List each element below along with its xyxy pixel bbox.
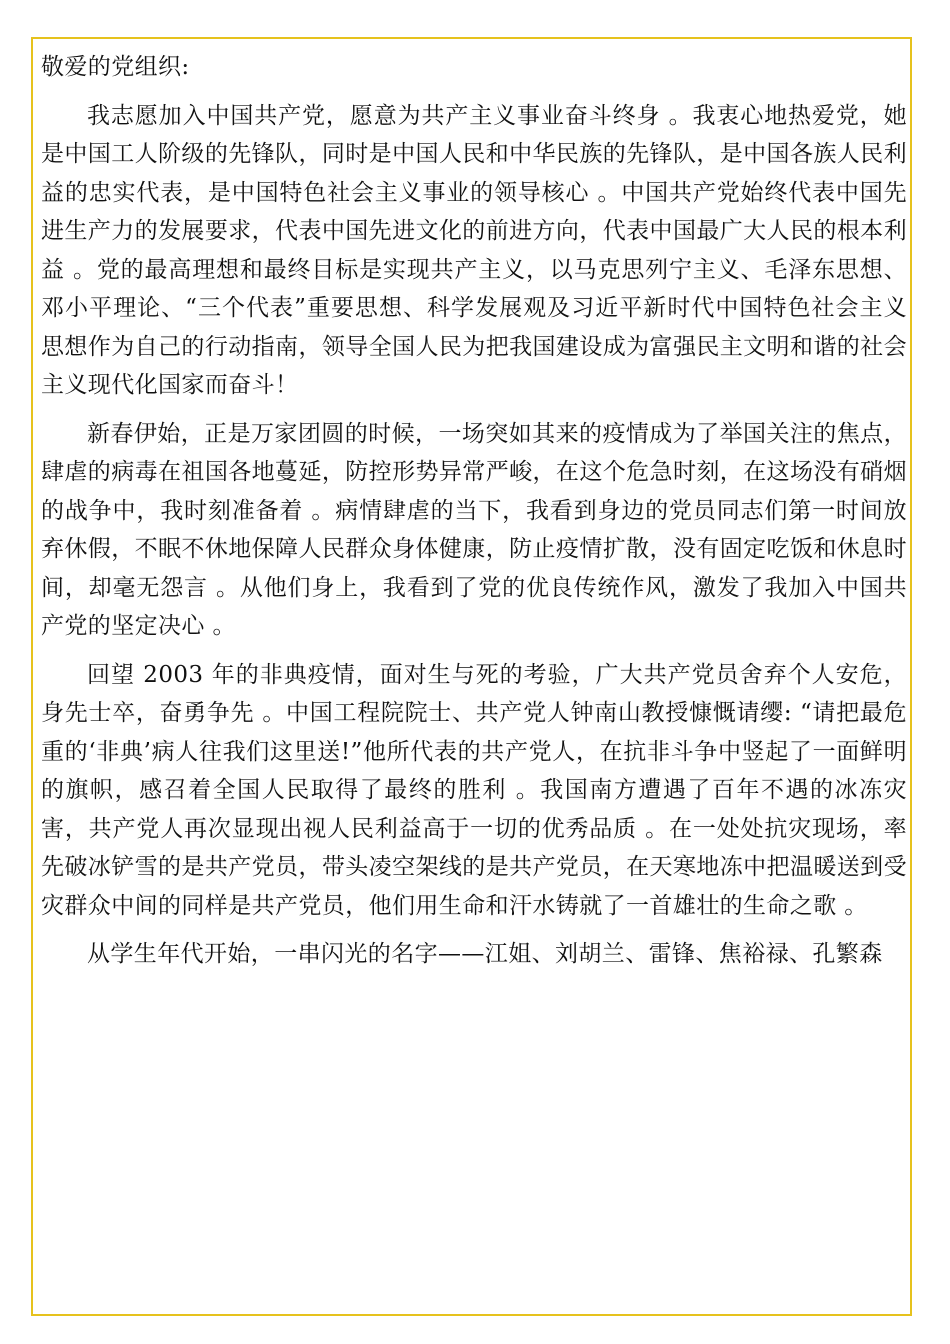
document-body bbox=[41, 48, 907, 984]
paragraph-3: 回望 2003 年的非典疫情，面对生与死的考验，广大共产党员舍弃个人安危，身先士卒，奋勇争先 。中国工程院院士、共产党人钟南山教授慷慨请缨: “请把最危重的‘非典’病人往我们这里送!”他所代表的共产党人，在抗非斗争中竖起了一面鲜明的旗帜，感召着全国人民取得了最终的胜利 。我国南方遭遇了百年不遇的冰冻灾害，共产党人再次显现出视人民利益高于一切的优秀品质 。在一处处抗灾现场，率先破冰铲雪的是共产党员，带头凌空架线的是共产党员，在天寒地冻中把温暖送到受灾群众中间的同样是共产党员，他们用生命和汗水铸就了一首雄壮的生命之歌 。 bbox=[41, 661, 907, 919]
paragraph-1: 我志愿加入中国共产党，愿意为共产主义事业奋斗终身 。我衷心地热爱党，她是中国工人阶级的先锋队，同时是中国人民和中华民族的先锋队，是中国各族人民利益的忠实代表，是中国特色社会主义事业的领导核心 。中国共产党始终代表中国先进生产力的发展要求，代表中国先进文化的前进方向，代表中国最广大人民的根本利益 。党的最高理想和最终目标是实现共产主义，以马克思列宁主义、毛泽东思想、邓小平理论、“三个代表”重要思想、科学发展观及习近平新时代中国特色社会主义思想作为自己的行动指南，领导全国人民为把我国建设成为富强民主文明和谐的社会主义现代化国家而奋斗！ bbox=[41, 102, 907, 398]
paragraph-4: 从学生年代开始，一串闪光的名字——江姐、刘胡兰、雷锋、焦裕禄、孔繁森 bbox=[87, 941, 883, 967]
salutation: 敬爱的党组织: bbox=[41, 54, 190, 80]
paragraph-2: 新春伊始，正是万家团圆的时候，一场突如其来的疫情成为了举国关注的焦点，肆虐的病毒在祖国各地蔓延，防控形势异常严峻，在这个危急时刻，在这场没有硝烟的战争中，我时刻准备着 。病情肆虐的当下，我看到身边的党员同志们第一时间放弃休假，不眠不休地保障人民群众身体健康，防止疫情扩散，没有固定吃饭和休息时间，却毫无怨言 。从他们身上，我看到了党的优良传统作风，激发了我加入中国共产党的坚定决心 。 bbox=[41, 420, 907, 639]
